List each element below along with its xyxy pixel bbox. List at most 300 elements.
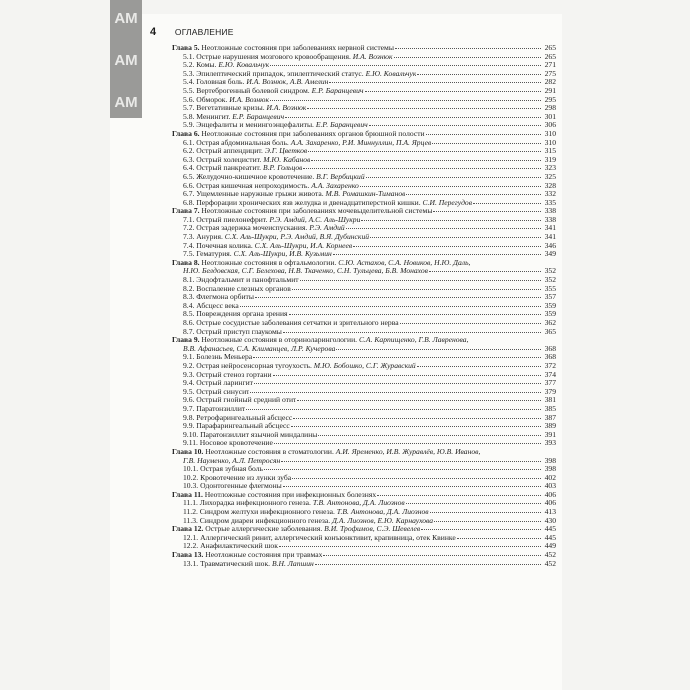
entry-text: 10.2. Кровотечение из лунки зуба (183, 473, 292, 482)
entry-page-number: 346 (544, 241, 556, 250)
entry-text: 7.4. Почечная колика. (183, 241, 253, 250)
entry-page-number: 379 (544, 387, 556, 396)
toc-entry-row (172, 96, 556, 105)
entry-text: 8.4. Абсцесс века (183, 301, 239, 310)
entry-page-number: 452 (544, 559, 556, 568)
toc-entry-row (172, 121, 556, 130)
toc-entry-title (172, 448, 480, 457)
entry-text: 5.9. Энцефалиты и менингоэнцефалиты. (183, 121, 314, 130)
toc-entry-row (172, 190, 556, 199)
leader-dots (270, 64, 541, 66)
toc-entry-title (183, 482, 282, 491)
toc-entry-title (183, 379, 253, 388)
toc-entry-title (183, 242, 352, 251)
leader-dots (311, 159, 541, 161)
toc-entry-title (183, 216, 360, 225)
entry-text: Неотложные состояния в стоматологии. (203, 447, 334, 456)
toc-entry-title (183, 431, 317, 440)
toc-entry-title (172, 525, 420, 534)
leader-dots (353, 245, 541, 247)
leader-dots (307, 107, 541, 109)
entry-text: Неотложные состояния при заболеваниях мочевыделительной системы (199, 207, 433, 216)
toc-entry-title (183, 147, 307, 156)
entry-text: 6.7. Ущемленные наружные грыжи живота. (183, 190, 324, 199)
toc-entry-title (183, 267, 428, 276)
chapter-label: Глава 12. (172, 525, 204, 534)
entry-authors: Г.В. Науменко, А.Л. Петросян (183, 456, 281, 465)
toc-entry-row (172, 560, 556, 569)
toc-entry-title (183, 276, 299, 285)
toc-entry-row (172, 199, 556, 208)
entry-page-number: 295 (544, 95, 556, 104)
entry-page-number: 335 (544, 198, 556, 207)
leader-dots (293, 417, 541, 419)
leader-dots (300, 279, 541, 281)
entry-page-number: 332 (544, 190, 556, 199)
toc-entry-title (183, 371, 272, 380)
toc-chapter-row (172, 207, 556, 216)
table-of-contents (172, 44, 556, 568)
toc-entry-row (172, 242, 556, 251)
entry-text: 12.1. Аллергический ринит, аллергический конъюнктивит, крапивница, отек Квинке (183, 533, 456, 542)
leader-dots (369, 124, 541, 126)
entry-page-number: 393 (544, 439, 556, 448)
entry-authors: В.Н. Лапшин (270, 559, 314, 568)
entry-page-number: 310 (544, 138, 556, 147)
entry-authors: Е.Р. Баранцевич (230, 112, 285, 121)
entry-authors: И.А. Вознюк (264, 104, 307, 113)
toc-entry-row (172, 499, 556, 508)
toc-entry-title (183, 474, 291, 483)
entry-page-number: 387 (544, 413, 556, 422)
entry-page-number: 413 (544, 508, 556, 517)
toc-chapter-row (172, 130, 556, 139)
entry-text: 5.8. Менингит. (183, 112, 231, 121)
toc-entry-title (183, 173, 365, 182)
leader-dots (297, 399, 541, 401)
toc-entry-row (172, 431, 556, 440)
toc-entry-row (172, 457, 556, 466)
entry-page-number: 319 (544, 155, 556, 164)
chapter-label: Глава 13. (172, 551, 204, 560)
entry-page-number: 265 (544, 44, 556, 52)
toc-entry-title (183, 250, 332, 259)
entry-page-number: 349 (544, 250, 556, 259)
entry-page-number: 402 (544, 473, 556, 482)
entry-authors: И.А. Вознюк (350, 52, 393, 61)
toc-entry-title (183, 396, 296, 405)
watermark-logo: AM (114, 52, 138, 69)
entry-page-number: 352 (544, 276, 556, 285)
entry-authors: Т.В. Антонова, Д.А. Лиознов (334, 508, 429, 517)
entry-text: 9.3. Острый стеноз гортани (183, 370, 272, 379)
entry-text: 9.9. Парафарингеальный абсцесс (183, 422, 290, 431)
toc-entry-title (172, 336, 469, 345)
entry-authors: А.И. Яременко, И.В. Журавлёв, Ю.В. Иванов, (333, 447, 481, 456)
toc-entry-row (172, 379, 556, 388)
toc-entry-row (172, 147, 556, 156)
entry-text: 5.2. Комы. (183, 61, 217, 70)
toc-entry-row (172, 302, 556, 311)
chapter-label: Глава 6. (172, 129, 200, 138)
entry-authors: Э.Г. Цветков (262, 147, 308, 156)
toc-entry-row (172, 182, 556, 191)
entry-authors: С.Х. Аль-Шукри, И.А. Корнеев (252, 241, 353, 250)
leader-dots (289, 313, 541, 315)
toc-entry-row (172, 285, 556, 294)
entry-authors: С.Х. Аль-Шукри, И.В. Кузьмин (231, 250, 332, 259)
entry-text: 9.4. Острый ларингит (183, 379, 253, 388)
toc-entry-title (183, 319, 399, 328)
toc-entry-row (172, 362, 556, 371)
leader-dots (283, 331, 541, 333)
toc-entry-title (183, 310, 288, 319)
entry-text: 9.6. Острый гнойный средний отит (183, 396, 297, 405)
toc-entry-title (183, 517, 433, 526)
entry-page-number: 377 (544, 379, 556, 388)
leader-dots (377, 494, 541, 496)
entry-page-number: 301 (544, 112, 556, 121)
leader-dots (365, 90, 541, 92)
entry-page-number: 338 (544, 207, 556, 216)
entry-page-number: 323 (544, 164, 556, 173)
leader-dots (246, 408, 541, 410)
toc-entry-title (183, 190, 405, 199)
entry-authors: С.И. Перегудов (420, 198, 473, 207)
entry-page-number: 365 (544, 327, 556, 336)
entry-page-number: 325 (544, 172, 556, 181)
toc-entry-row (172, 250, 556, 259)
entry-authors: М.Ю. Бобошко, С.Г. Журавский (311, 361, 416, 370)
toc-entry-title (183, 465, 263, 474)
toc-entry-row (172, 439, 556, 448)
entry-page-number: 445 (544, 533, 556, 542)
toc-entry-title (183, 508, 429, 517)
entry-page-number: 357 (544, 293, 556, 302)
entry-page-number: 362 (544, 319, 556, 327)
leader-dots (264, 468, 541, 470)
entry-text: 8.7. Острый приступ глаукомы (183, 327, 282, 336)
toc-entry-row (172, 517, 556, 526)
leader-dots (250, 391, 541, 393)
toc-entry-title (172, 259, 470, 268)
entry-authors: А.А. Захаренко (309, 181, 359, 190)
toc-entry-row (172, 405, 556, 414)
entry-authors: Е.Ю. Ковальчук (216, 61, 270, 70)
entry-text: 10.1. Острая зубная боль (183, 465, 263, 474)
toc-entry-row (172, 422, 556, 431)
toc-entry-title (183, 121, 368, 130)
entry-text: 9.10. Паратонзиллит язычной миндалины (183, 430, 318, 439)
entry-text: Неотложные состояния при инфекционных болезнях (202, 490, 377, 499)
entry-text: Острые аллергические заболевания. (203, 525, 323, 534)
toc-entry-row (172, 233, 556, 242)
toc-entry-title (183, 199, 472, 208)
entry-page-number: 449 (544, 542, 556, 551)
toc-entry-title (183, 285, 291, 294)
leader-dots (285, 116, 541, 118)
toc-entry-title (183, 164, 302, 173)
entry-text: Неотложные состояния при заболеваниях нервной системы (199, 44, 394, 52)
toc-chapter-row (172, 525, 556, 534)
toc-entry-row (172, 465, 556, 474)
chapter-label: Глава 9. (172, 336, 200, 345)
toc-entry-row (172, 53, 556, 62)
leader-dots (366, 176, 541, 178)
toc-entry-title (183, 104, 306, 113)
leader-dots (333, 253, 541, 255)
toc-entry-row (172, 164, 556, 173)
leader-dots (370, 236, 541, 238)
entry-text: 6.5. Желудочно-кишечное кровотечение. (183, 172, 315, 181)
toc-entry-row (172, 173, 556, 182)
entry-text: 6.4. Острый панкреатит. (183, 164, 262, 173)
toc-entry-title (183, 293, 254, 302)
toc-entry-row (172, 474, 556, 483)
leader-dots (292, 288, 541, 290)
leader-dots (329, 81, 541, 83)
entry-page-number: 341 (544, 224, 556, 233)
leader-dots (281, 460, 541, 462)
entry-page-number: 389 (544, 422, 556, 431)
entry-page-number: 271 (544, 61, 556, 70)
entry-authors: М.Ю. Кабанов (261, 155, 311, 164)
toc-entry-title (183, 534, 456, 543)
leader-dots (336, 348, 541, 350)
toc-entry-row (172, 267, 556, 276)
entry-page-number: 403 (544, 482, 556, 491)
toc-entry-row (172, 345, 556, 354)
entry-page-number: 368 (544, 344, 556, 353)
entry-authors: В.В. Афанасьев, С.А. Климанцев, Л.Р. Кучерова (183, 344, 336, 353)
toc-entry-row (172, 276, 556, 285)
entry-authors: С.А. Карпищенко, Г.В. Лавренова, (357, 336, 469, 345)
entry-authors: Е.Р. Баранцевич (309, 86, 364, 95)
toc-chapter-row (172, 336, 556, 345)
entry-text: 9.8. Ретрофарингеальный абсцесс (183, 413, 293, 422)
toc-entry-title (183, 353, 252, 362)
toc-entry-title (183, 156, 310, 165)
entry-text: 7.3. Анурия. (183, 233, 223, 242)
toc-chapter-row (172, 44, 556, 53)
leader-dots (457, 537, 541, 539)
toc-entry-title (183, 542, 278, 551)
leader-dots (308, 150, 541, 152)
toc-entry-row (172, 396, 556, 405)
entry-page-number: 406 (544, 490, 556, 499)
entry-page-number: 381 (544, 396, 556, 405)
toc-entry-row (172, 293, 556, 302)
leader-dots (323, 554, 541, 556)
entry-authors: В.Г. Вербицкий (314, 172, 365, 181)
entry-authors: Е.Ю. Ковальчук (363, 69, 417, 78)
entry-text: 5.5. Вертеброгенный болевой синдром. (183, 86, 310, 95)
entry-text: 5.6. Обморок. (183, 95, 228, 104)
entry-page-number: 355 (544, 284, 556, 293)
leader-dots (346, 227, 541, 229)
entry-text: 9.2. Острая нейросенсорная тугоухость. (183, 361, 312, 370)
leader-dots (270, 99, 541, 101)
toc-entry-row (172, 319, 556, 328)
entry-text: Неотложные состояния в оториноларингологии. (199, 336, 358, 345)
toc-entry-row (172, 482, 556, 491)
leader-dots (406, 193, 541, 195)
entry-text: 8.6. Острые сосудистые заболевания сетчатки и зрительного нерва (183, 319, 399, 327)
entry-text: 5.4. Головная боль. (183, 78, 245, 87)
toc-chapter-row (172, 491, 556, 500)
entry-text: Неотложные состояния при травмах (203, 551, 323, 560)
toc-entry-title (183, 113, 284, 122)
entry-text: 6.8. Перфорации хронических язв желудка и двенадцатиперстной кишки. (183, 198, 421, 207)
entry-page-number: 341 (544, 233, 556, 242)
entry-page-number: 315 (544, 147, 556, 156)
leader-dots (255, 296, 541, 298)
entry-text: 8.5. Повреждения органа зрения (183, 310, 288, 319)
leader-dots (434, 520, 541, 522)
toc-entry-row (172, 70, 556, 79)
toc-entry-title (172, 551, 322, 560)
entry-page-number: 391 (544, 430, 556, 439)
toc-entry-row (172, 87, 556, 96)
entry-authors: В.И. Трофимов, С.Э. Шевелев (322, 525, 421, 534)
chapter-label: Глава 11. (172, 490, 203, 499)
entry-authors: Т.В. Антонова, Д.А. Лиознов (310, 499, 405, 508)
toc-entry-title (172, 44, 394, 53)
toc-entry-title (183, 139, 431, 148)
toc-entry-title (172, 130, 425, 139)
toc-entry-row (172, 414, 556, 423)
entry-text: 6.6. Острая кишечная непроходимость. (183, 181, 310, 190)
watermark-logo: AM (114, 10, 138, 27)
leader-dots (360, 185, 541, 187)
leader-dots (430, 511, 541, 513)
leader-dots (394, 56, 541, 58)
entry-page-number: 430 (544, 516, 556, 525)
entry-text: 9.5. Острый синусит (183, 387, 250, 396)
leader-dots (254, 382, 541, 384)
entry-text: 6.3. Острый холецистит. (183, 155, 262, 164)
toc-entry-row (172, 353, 556, 362)
toc-entry-title (183, 78, 328, 87)
chapter-label: Глава 8. (172, 258, 200, 267)
leader-dots (291, 425, 541, 427)
entry-text: 5.1. Острые нарушения мозгового кровообращения. (183, 52, 351, 61)
leader-dots (315, 563, 541, 565)
running-header (150, 26, 234, 40)
toc-entry-title (183, 422, 290, 431)
chapter-label: Глава 10. (172, 447, 204, 456)
entry-page-number: 452 (544, 551, 556, 560)
leader-dots (253, 356, 541, 358)
toc-entry-title (172, 207, 432, 216)
entry-text: 11.3. Синдром диареи инфекционного генеза. (183, 516, 331, 525)
entry-text: 7.2. Острая задержка мочеиспускания. (183, 224, 308, 233)
entry-page-number: 306 (544, 121, 556, 130)
toc-entry-row (172, 310, 556, 319)
entry-text: 11.2. Синдром желтухи инфекционного генеза. (183, 508, 335, 517)
entry-page-number: 374 (544, 370, 556, 379)
toc-entry-title (183, 388, 249, 397)
toc-entry-row (172, 371, 556, 380)
entry-text: 12.2. Анафилактический шок (183, 542, 278, 551)
toc-entry-row (172, 328, 556, 337)
leader-dots (429, 270, 541, 272)
toc-entry-row (172, 224, 556, 233)
leader-dots (318, 434, 541, 436)
leader-dots (274, 442, 541, 444)
watermark-logo: AM (114, 94, 138, 111)
toc-entry-title (183, 405, 245, 414)
entry-page-number: 368 (544, 353, 556, 362)
entry-text: Неотложные состояния при заболеваниях органов брюшной полости (199, 129, 425, 138)
toc-entry-title (183, 61, 269, 70)
toc-entry-title (183, 414, 292, 423)
toc-entry-row (172, 542, 556, 551)
entry-page-number: 298 (544, 104, 556, 113)
entry-page-number: 398 (544, 465, 556, 474)
toc-entry-row (172, 216, 556, 225)
leader-dots (417, 365, 541, 367)
page-binding-shadow (110, 0, 142, 118)
leader-dots (303, 167, 541, 169)
toc-entry-title (183, 87, 364, 96)
entry-authors: И.А. Вознюк, А.В. Амелин (244, 78, 329, 87)
entry-page-number: 310 (544, 129, 556, 138)
entry-text: 9.11. Носовое кровотечение (183, 439, 273, 448)
entry-page-number: 359 (544, 301, 556, 310)
toc-entry-title (183, 345, 335, 354)
entry-text: 8.2. Воспаление слезных органов (183, 284, 291, 293)
leader-dots (473, 202, 541, 204)
toc-entry-row (172, 156, 556, 165)
entry-text: 11.1. Лихорадка инфекционного генеза. (183, 499, 311, 508)
entry-text: 8.3. Флегмона орбиты (183, 293, 254, 302)
entry-page-number: 398 (544, 456, 556, 465)
entry-authors: В.Р. Гольцов (261, 164, 303, 173)
entry-text: 8.1. Эндофтальмит и панофтальмит (183, 276, 299, 285)
toc-entry-title (183, 70, 416, 79)
toc-entry-title (183, 233, 369, 242)
toc-entry-row (172, 104, 556, 113)
leader-dots (433, 210, 541, 212)
entry-text: 7.1. Острый пиелонефрит. (183, 215, 268, 224)
leader-dots (432, 142, 541, 144)
page-number: 4 (150, 26, 157, 38)
toc-entry-title (183, 560, 314, 569)
entry-page-number: 282 (544, 78, 556, 87)
toc-entry-row (172, 139, 556, 148)
entry-authors: Р.Э. Амдий (307, 224, 345, 233)
entry-page-number: 352 (544, 267, 556, 276)
entry-page-number: 385 (544, 404, 556, 413)
leader-dots (240, 305, 541, 307)
entry-authors: С.Ю. Астахов, С.А. Новиков, Н.Ю. Даль, (336, 258, 471, 267)
entry-page-number: 406 (544, 499, 556, 508)
toc-entry-title (183, 328, 282, 337)
toc-entry-title (183, 224, 345, 233)
entry-text: 10.3. Одонтогенные флегмоны (183, 482, 282, 491)
toc-entry-row (172, 61, 556, 70)
leader-dots (406, 502, 541, 504)
toc-entry-title (183, 53, 393, 62)
toc-entry-title (183, 499, 405, 508)
leader-dots (417, 73, 541, 75)
toc-entry-title (183, 302, 239, 311)
toc-chapter-row (172, 448, 556, 457)
leader-dots (279, 545, 541, 547)
entry-authors: М.В. Ромашкин-Тиманов (323, 190, 406, 199)
entry-text: 5.7. Вегетативные кризы. (183, 104, 265, 113)
